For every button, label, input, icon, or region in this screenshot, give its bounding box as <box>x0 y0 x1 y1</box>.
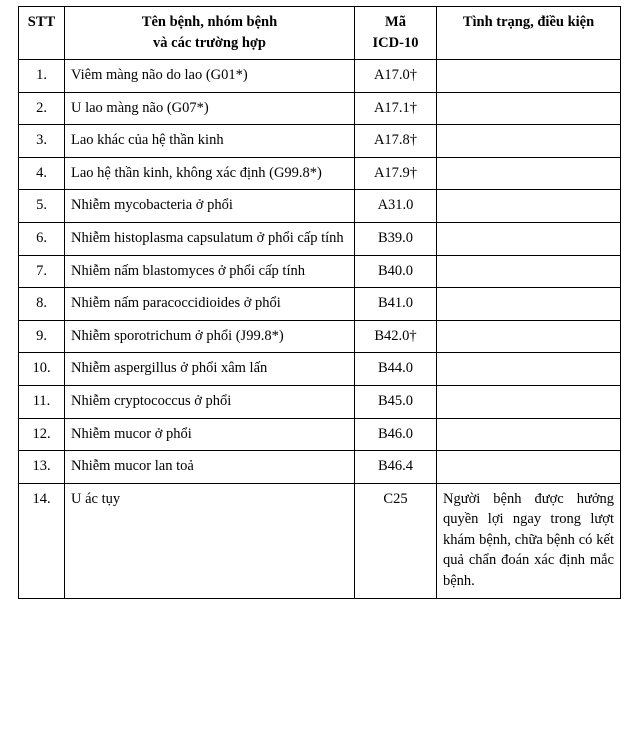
cell-stt: 10. <box>19 353 65 386</box>
cell-icd-code: B45.0 <box>355 385 437 418</box>
table-row <box>19 157 621 190</box>
disease-code-table <box>18 6 621 599</box>
table-row <box>19 288 621 321</box>
cell-disease-name: Lao hệ thần kinh, không xác định (G99.8*) <box>65 157 355 190</box>
cell-disease-name: Nhiễm sporotrichum ở phổi (J99.8*) <box>65 320 355 353</box>
column-header-code <box>355 7 437 60</box>
column-header-stt: STT <box>19 7 65 60</box>
cell-icd-code: A17.0† <box>355 60 437 93</box>
cell-stt: 13. <box>19 451 65 484</box>
cell-disease-name: Nhiễm aspergillus ở phổi xâm lấn <box>65 353 355 386</box>
cell-icd-code: B42.0† <box>355 320 437 353</box>
cell-icd-code: B40.0 <box>355 255 437 288</box>
cell-stt: 6. <box>19 223 65 256</box>
cell-condition <box>437 385 621 418</box>
cell-condition <box>437 92 621 125</box>
column-header-name <box>65 7 355 60</box>
table-body <box>19 60 621 598</box>
cell-condition <box>437 288 621 321</box>
cell-stt: 14. <box>19 483 65 598</box>
cell-disease-name: Nhiễm mucor ở phổi <box>65 418 355 451</box>
cell-disease-name: Nhiễm mycobacteria ở phổi <box>65 190 355 223</box>
cell-icd-code: C25 <box>355 483 437 598</box>
table-row <box>19 255 621 288</box>
table-row <box>19 60 621 93</box>
cell-disease-name: Nhiễm nấm blastomyces ở phổi cấp tính <box>65 255 355 288</box>
table-row <box>19 483 621 598</box>
table-row <box>19 190 621 223</box>
cell-stt: 11. <box>19 385 65 418</box>
cell-icd-code: A17.8† <box>355 125 437 158</box>
cell-disease-name: Viêm màng não do lao (G01*) <box>65 60 355 93</box>
cell-condition <box>437 60 621 93</box>
column-header-code-line1: Mã <box>385 14 406 30</box>
cell-icd-code: B41.0 <box>355 288 437 321</box>
table-row <box>19 353 621 386</box>
cell-stt: 8. <box>19 288 65 321</box>
cell-condition <box>437 223 621 256</box>
table-row <box>19 451 621 484</box>
cell-condition <box>437 320 621 353</box>
cell-condition <box>437 190 621 223</box>
cell-icd-code: A17.1† <box>355 92 437 125</box>
cell-disease-name: Nhiễm cryptococcus ở phổi <box>65 385 355 418</box>
cell-stt: 3. <box>19 125 65 158</box>
table-row <box>19 418 621 451</box>
cell-stt: 1. <box>19 60 65 93</box>
cell-stt: 9. <box>19 320 65 353</box>
cell-disease-name: Nhiễm mucor lan toả <box>65 451 355 484</box>
cell-disease-name: Nhiễm histoplasma capsulatum ở phổi cấp tính <box>65 223 355 256</box>
column-header-name-line2: và các trường hợp <box>153 34 266 51</box>
cell-disease-name: U lao màng não (G07*) <box>65 92 355 125</box>
cell-icd-code: B46.4 <box>355 451 437 484</box>
cell-icd-code: B46.0 <box>355 418 437 451</box>
table-row <box>19 92 621 125</box>
table-row <box>19 385 621 418</box>
cell-condition: Người bệnh được hưởng quyền lợi ngay trong lượt khám bệnh, chữa bệnh có kết quả chẩn đoán xác định mắc bệnh. <box>437 483 621 598</box>
cell-stt: 7. <box>19 255 65 288</box>
column-header-name-line1: Tên bệnh, nhóm bệnh <box>141 14 278 30</box>
cell-condition <box>437 451 621 484</box>
cell-stt: 2. <box>19 92 65 125</box>
table-row <box>19 125 621 158</box>
cell-stt: 12. <box>19 418 65 451</box>
cell-stt: 5. <box>19 190 65 223</box>
cell-icd-code: A17.9† <box>355 157 437 190</box>
table-row <box>19 320 621 353</box>
cell-condition <box>437 353 621 386</box>
cell-icd-code: B39.0 <box>355 223 437 256</box>
cell-condition <box>437 418 621 451</box>
cell-condition <box>437 255 621 288</box>
cell-condition <box>437 157 621 190</box>
cell-icd-code: B44.0 <box>355 353 437 386</box>
cell-disease-name: Lao khác của hệ thần kinh <box>65 125 355 158</box>
column-header-code-line2: ICD-10 <box>372 34 419 51</box>
column-header-condition: Tình trạng, điều kiện <box>437 7 621 60</box>
table-header-row <box>19 7 621 60</box>
table-header <box>19 7 621 60</box>
cell-condition <box>437 125 621 158</box>
cell-disease-name: U ác tụy <box>65 483 355 598</box>
cell-disease-name: Nhiễm nấm paracoccidioides ở phổi <box>65 288 355 321</box>
cell-stt: 4. <box>19 157 65 190</box>
table-row <box>19 223 621 256</box>
cell-icd-code: A31.0 <box>355 190 437 223</box>
